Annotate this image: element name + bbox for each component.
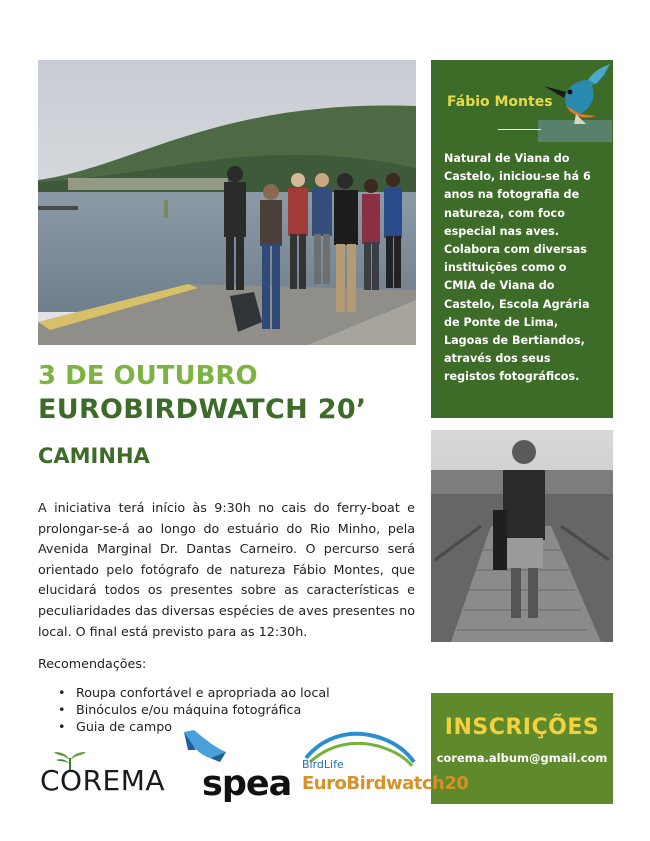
- photographer-bio-panel: [431, 60, 613, 418]
- bio-line: Castelo, iniciou-se há 6: [444, 170, 591, 184]
- bio-line: através dos seus: [444, 352, 551, 366]
- event-description: A iniciativa terá início às 9:30h no cais do ferry-boat e prolongar-se-á ao longo do estuário do Rio Minho, pela Avenida Marginal Dr. Dantas Carneiro. O percurso será orientado pelo fotógrafo de natureza Fábio Montes, que elucidará todos os presentes sobre as características e peculiaridades das diversas espécies de aves presentes no local. O final está previsto para as 12:30h.: [38, 500, 415, 639]
- divider: [498, 129, 541, 130]
- event-location: CAMINHA: [38, 444, 150, 468]
- bio-line: Colabora com diversas: [444, 243, 587, 257]
- bio-line: instituições como o: [444, 261, 567, 275]
- bio-line: CMIA de Viana do: [444, 279, 555, 293]
- eurobirdwatch-logo: [300, 728, 469, 800]
- bio-line: Lagoas de Bertiandos,: [444, 334, 585, 348]
- registration-email[interactable]: corema.album@gmail.com: [436, 751, 608, 765]
- corema-wordmark: COREMA: [40, 764, 166, 797]
- photographer-bio: [444, 150, 608, 387]
- registration-title: INSCRIÇÕES: [444, 715, 600, 740]
- photographer-name: Fábio Montes: [447, 94, 553, 110]
- spea-wordmark: spea: [202, 764, 292, 804]
- bio-line: registos fotográficos.: [444, 370, 580, 384]
- birdlife-wordmark: BirdLife: [302, 758, 344, 771]
- bio-line: Natural de Viana do: [444, 152, 570, 165]
- bio-line: especial nas aves.: [444, 224, 559, 238]
- event-date: 3 DE OUTUBRO: [38, 361, 258, 391]
- recommendations-title: Recomendações:: [38, 656, 147, 671]
- hero-photo: [38, 60, 416, 345]
- list-item: • Guia de campo: [58, 718, 330, 735]
- event-title: EUROBIRDWATCH 20’: [38, 394, 367, 425]
- list-item: • Roupa confortável e apropriada ao local: [58, 684, 330, 701]
- bio-line: de Ponte de Lima,: [444, 315, 559, 329]
- list-item: • Binóculos e/ou máquina fotográfica: [58, 701, 330, 718]
- bio-line: Castelo, Escola Agrária: [444, 297, 590, 311]
- eurobirdwatch-wordmark: EuroBirdwatch20: [302, 773, 469, 794]
- photographer-portrait: [431, 430, 613, 642]
- bio-line: anos na fotografia de: [444, 188, 580, 202]
- bio-line: natureza, com foco: [444, 206, 565, 220]
- recommendations-list: [58, 684, 330, 735]
